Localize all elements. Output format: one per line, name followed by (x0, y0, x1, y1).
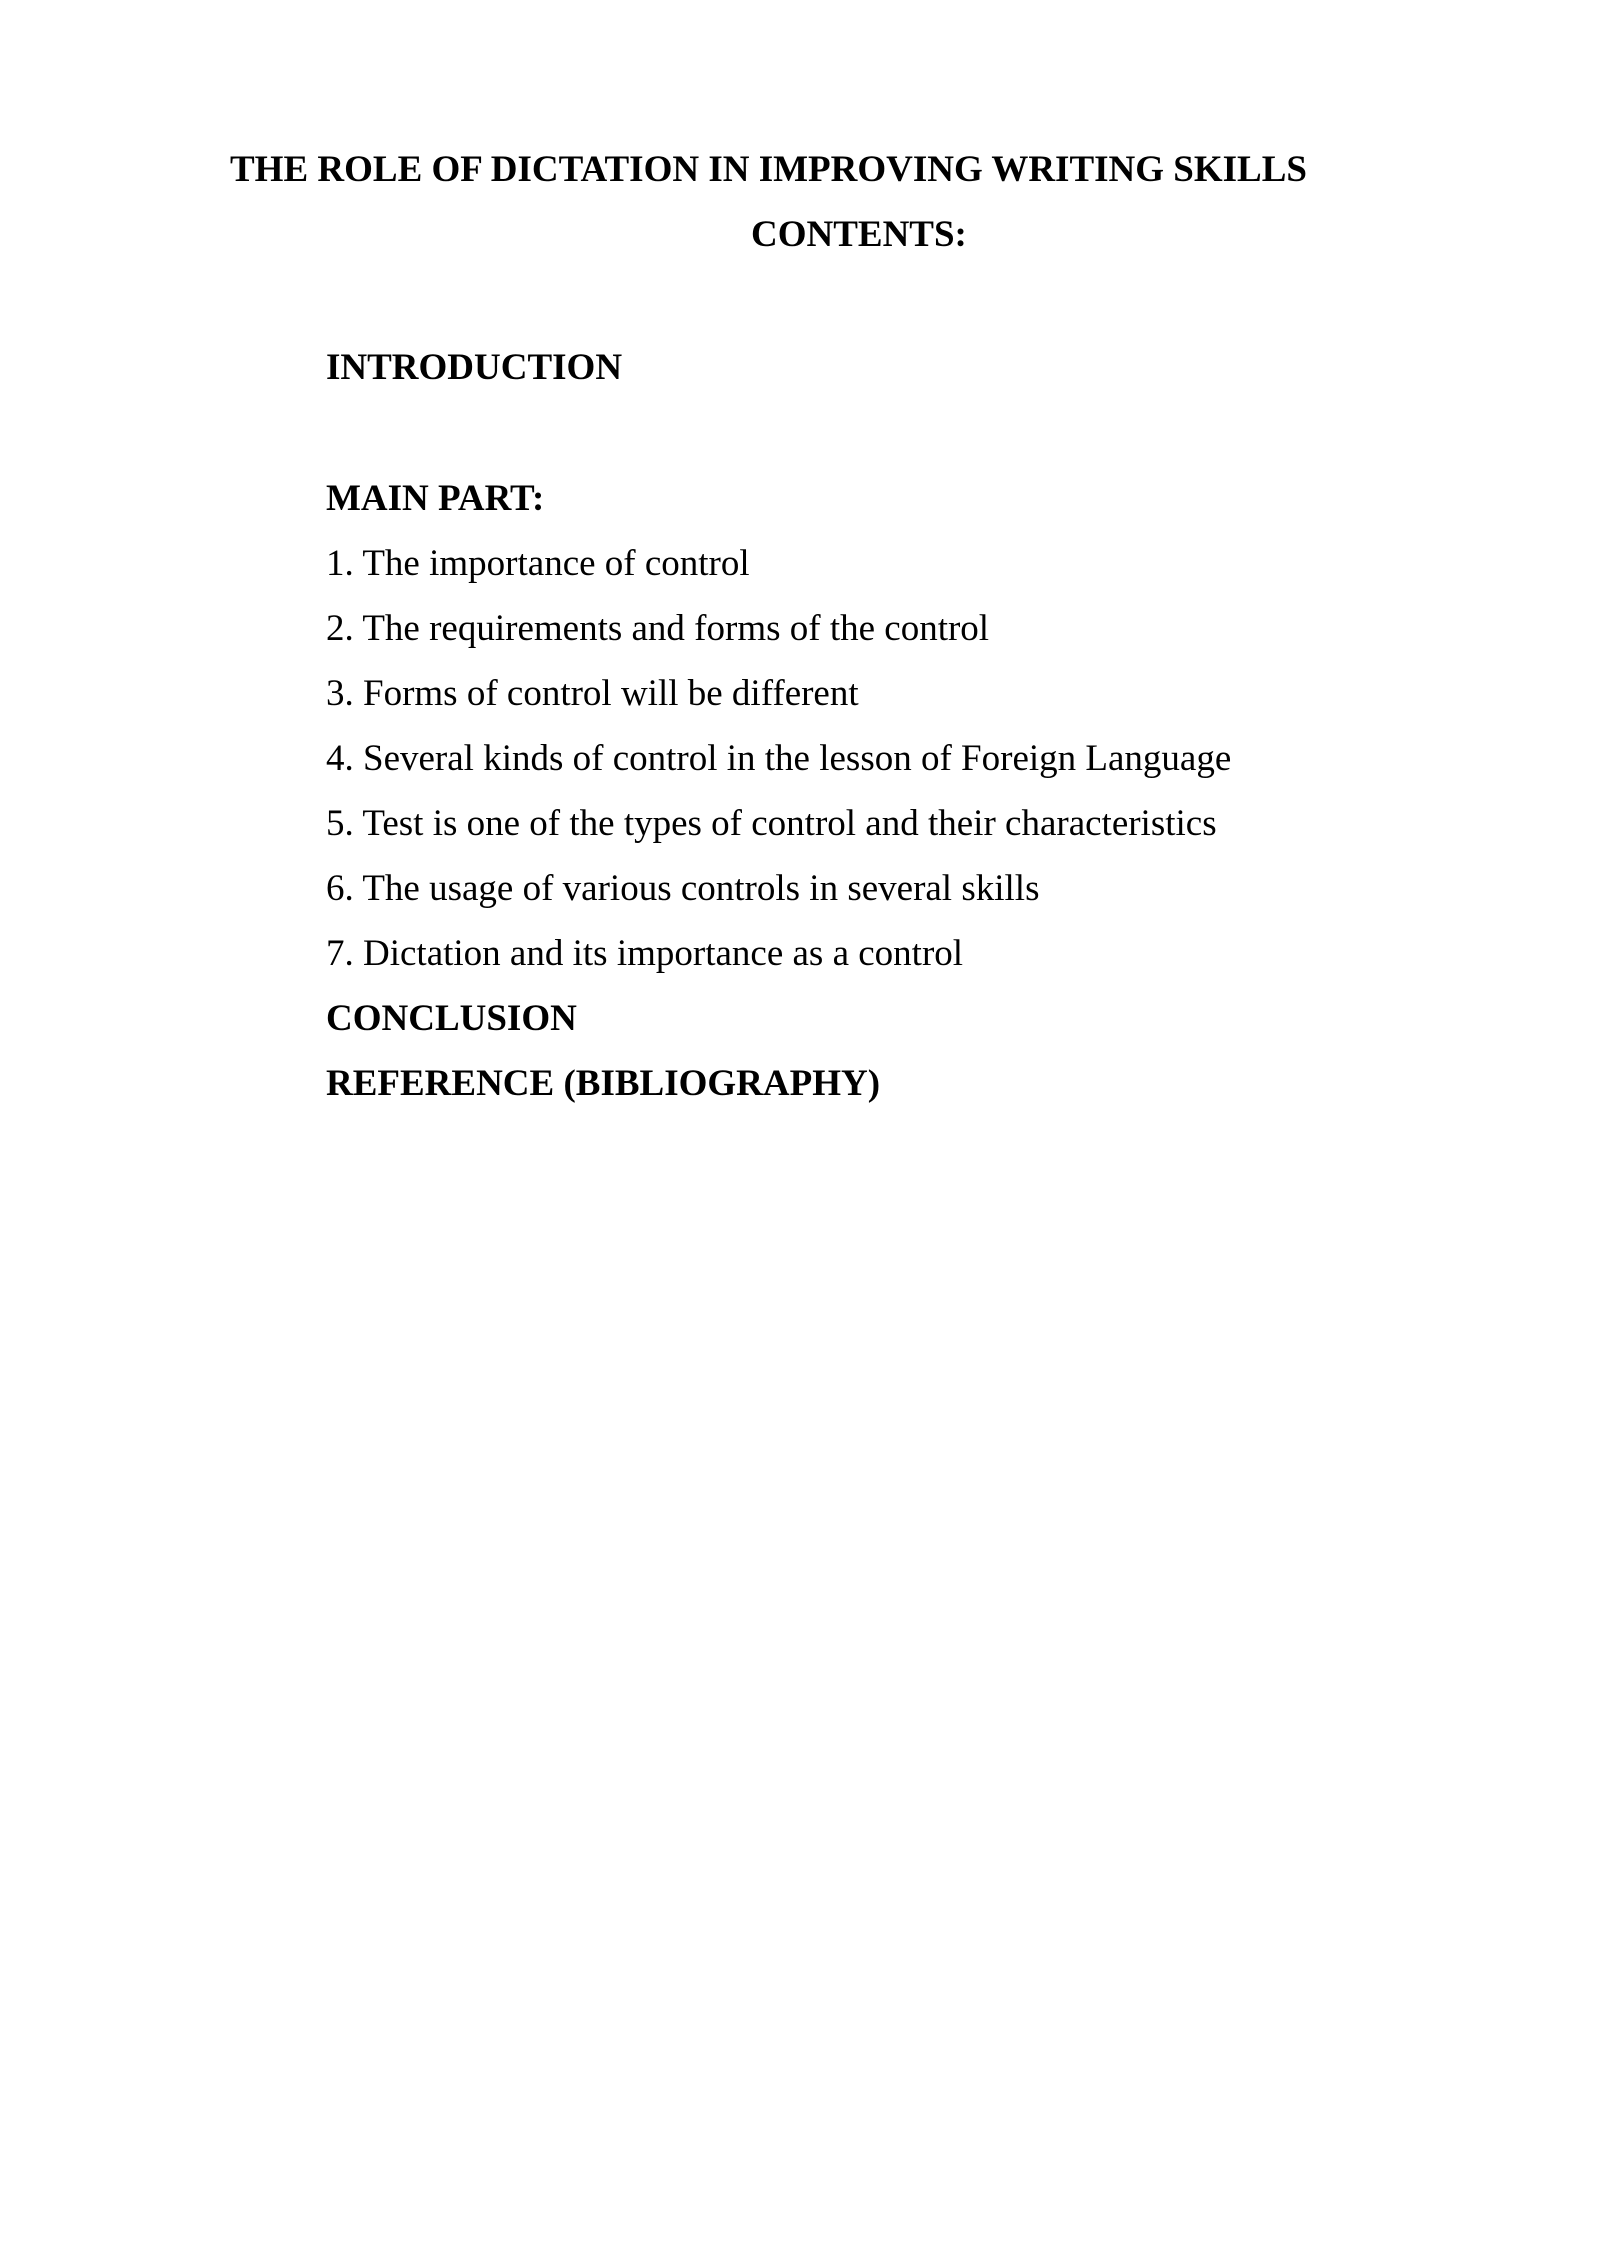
toc-conclusion: CONCLUSION (326, 998, 577, 1039)
toc-reference: REFERENCE (BIBLIOGRAPHY) (326, 1063, 881, 1104)
document-title: THE ROLE OF DICTATION IN IMPROVING WRITING SKILLS (230, 149, 1307, 190)
toc-main-part-heading: MAIN PART: (326, 478, 545, 519)
toc-item: 6. The usage of various controls in several skills (326, 868, 1040, 909)
toc-item: 1. The importance of control (326, 543, 750, 584)
toc-item: 4. Several kinds of control in the lesson of Foreign Language (326, 738, 1232, 779)
toc-item: 5. Test is one of the types of control and their characteristics (326, 803, 1217, 844)
toc-introduction: INTRODUCTION (326, 347, 623, 388)
toc-item: 7. Dictation and its importance as a control (326, 933, 964, 974)
contents-heading: CONTENTS: (751, 214, 967, 255)
toc-item: 2. The requirements and forms of the control (326, 608, 990, 649)
toc-item: 3. Forms of control will be different (326, 673, 859, 714)
